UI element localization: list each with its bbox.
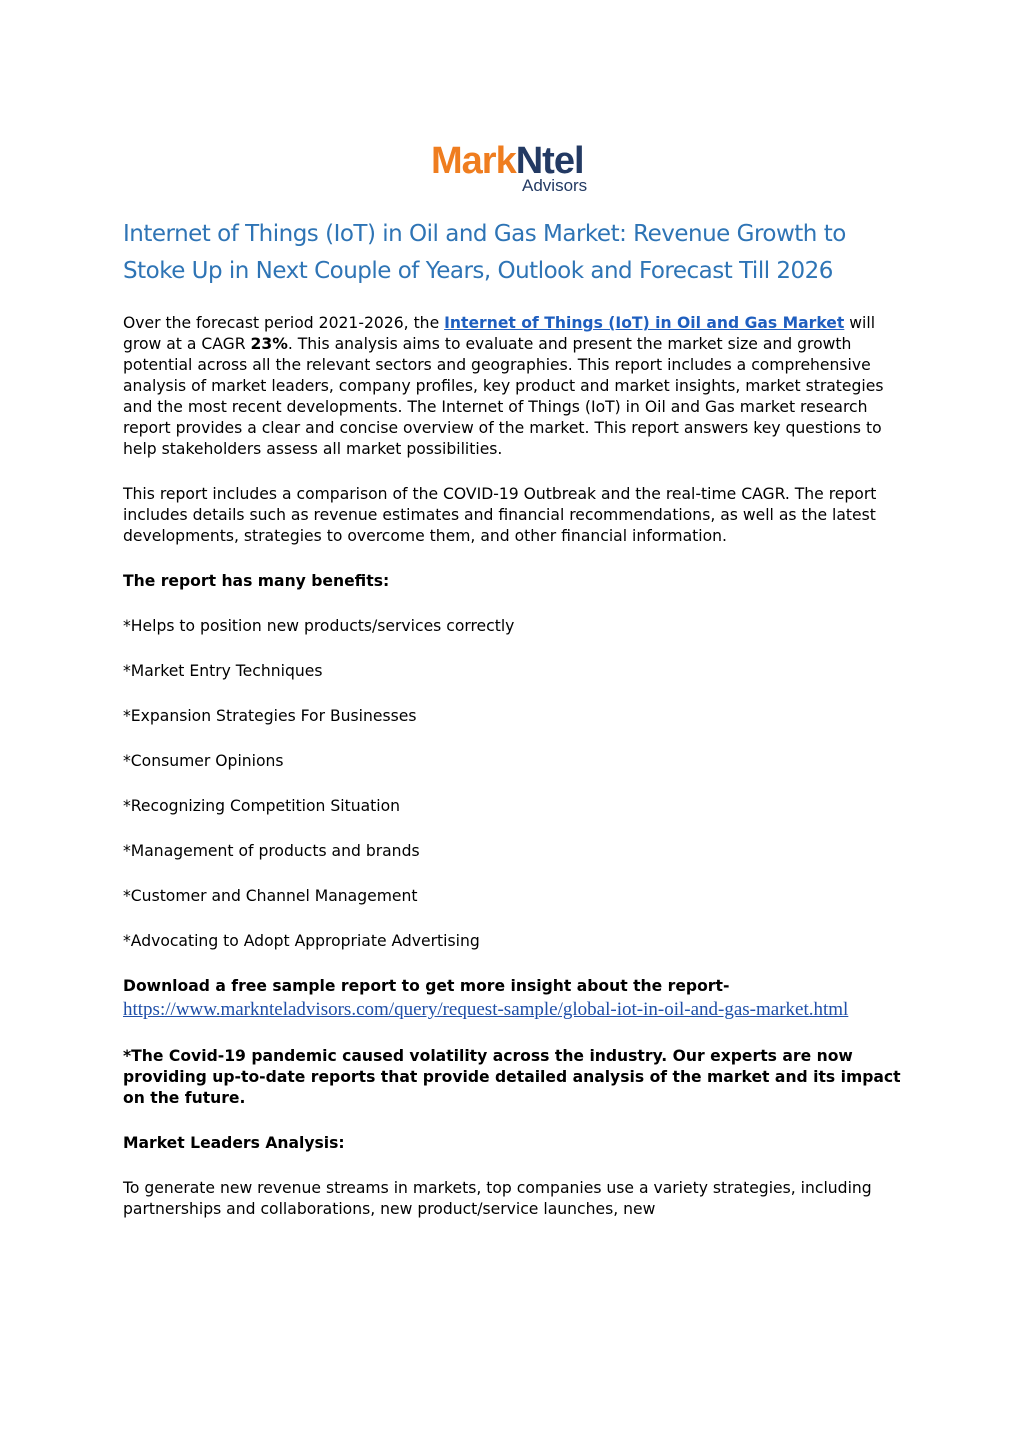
logo-wordmark <box>431 142 584 180</box>
market-leaders-heading: Market Leaders Analysis: <box>123 1134 345 1152</box>
benefit-item: *Advocating to Adopt Appropriate Advertising <box>123 932 480 950</box>
benefit-item: *Customer and Channel Management <box>123 887 418 905</box>
sample-report-url-link[interactable]: https://www.marknteladvisors.com/query/request-sample/global-iot-in-oil-and-gas-market.html <box>123 999 849 1020</box>
intro-after: . This analysis aims to evaluate and present the market size and growth potential across all the relevant sectors and geographies. This report includes a comprehensive analysis of market leaders, company profiles, key product and market insights, market strategies and the most recent developments. The Internet of Things (IoT) in Oil and Gas market research report provides a clear and concise overview of the market. This report answers key questions to help stakeholders assess all market possibilities. <box>123 335 884 458</box>
market-report-link[interactable]: Internet of Things (IoT) in Oil and Gas Market <box>444 314 845 332</box>
benefits-heading: The report has many benefits: <box>123 572 390 590</box>
benefit-item: *Expansion Strategies For Businesses <box>123 707 417 725</box>
download-block <box>123 976 907 1022</box>
article-body <box>123 313 907 1220</box>
intro-before-link: Over the forecast period 2021-2026, the <box>123 314 445 332</box>
covid-comparison-paragraph: This report includes a comparison of the COVID-19 Outbreak and the real-time CAGR. The report includes details such as revenue estimates and financial recommendations, as well as the latest developments, strategies to overcome them, and other financial information. <box>123 485 877 545</box>
logo-ntel-text: Ntel <box>515 140 584 182</box>
benefit-item: *Helps to position new products/services correctly <box>123 617 515 635</box>
marknteladvisors-logo <box>431 142 601 198</box>
logo-mark-text: Mark <box>431 140 516 182</box>
benefit-item: *Recognizing Competition Situation <box>123 797 401 815</box>
intro-paragraph <box>123 313 907 460</box>
cagr-value: 23% <box>250 335 288 353</box>
logo-advisors-text: Advisors <box>522 176 588 195</box>
covid-note: *The Covid-19 pandemic caused volatility across the industry. Our experts are now providing up-to-date reports that provide detailed analysis of the market and its impact on the future. <box>123 1047 901 1107</box>
benefit-item: *Consumer Opinions <box>123 752 284 770</box>
market-leaders-paragraph: To generate new revenue streams in markets, top companies use a variety strategies, including partnerships and collaborations, new product/service launches, new <box>123 1179 872 1218</box>
benefit-item: *Market Entry Techniques <box>123 662 323 680</box>
benefit-item: *Management of products and brands <box>123 842 420 860</box>
download-text: Download a free sample report to get more insight about the report- <box>123 977 730 995</box>
page-title: Internet of Things (IoT) in Oil and Gas Market: Revenue Growth to Stoke Up in Next Couple of Years, Outlook and Forecast Till 2026 <box>123 221 846 284</box>
intro-mid: will grow at a CAGR <box>123 314 876 353</box>
